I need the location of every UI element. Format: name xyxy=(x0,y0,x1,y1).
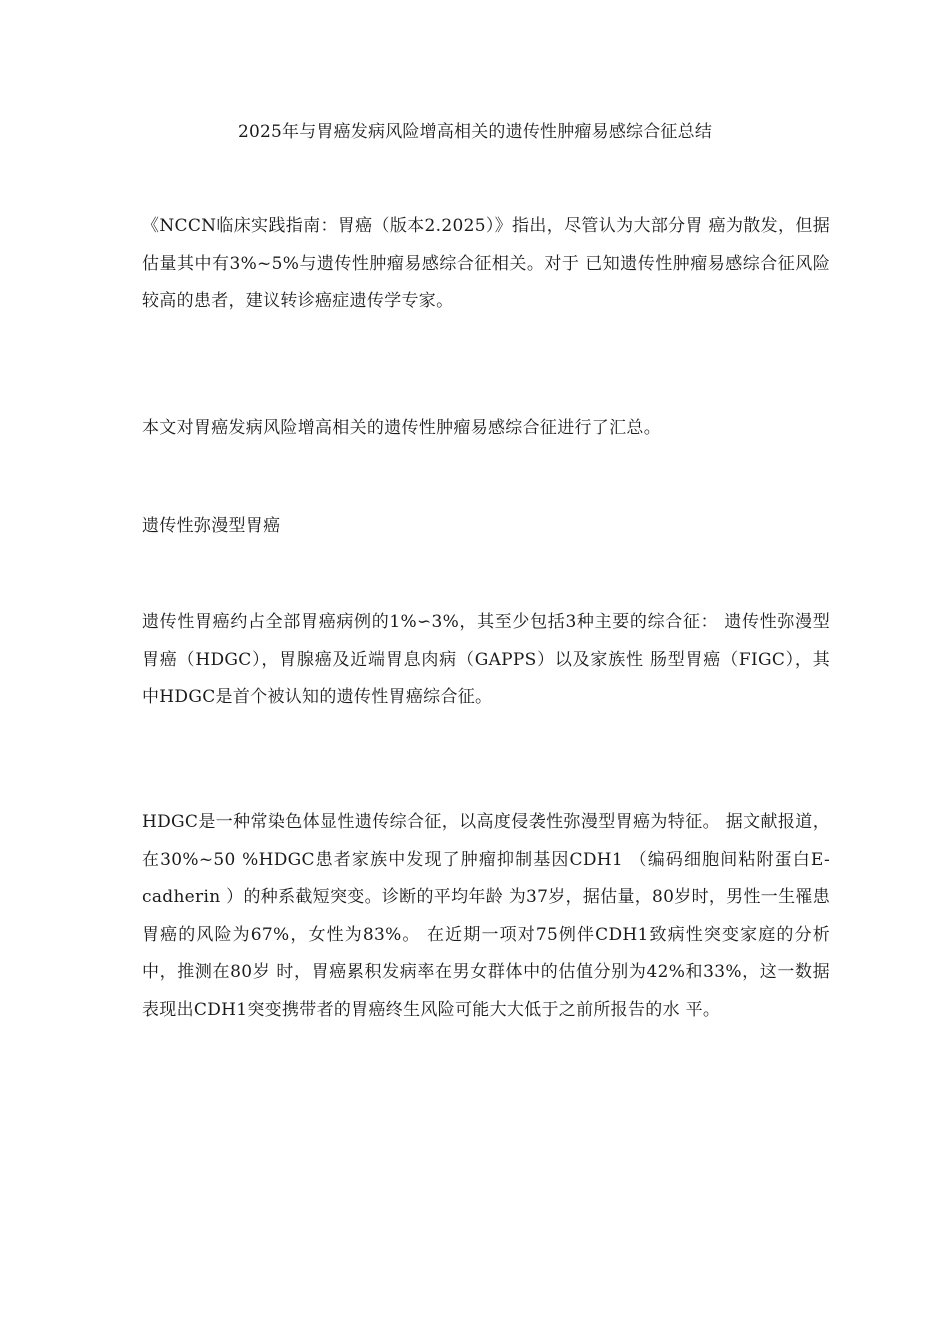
section-paragraph-hereditary-gastric-cancer: 遗传性胃癌约占全部胃癌病例的1%∽3%，其至少包括3种主要的综合征： 遗传性弥漫型胃癌（HDGC），胃腺癌及近端胃息肉病（GAPPS）以及家族性 肠型胃癌（FIGC），其中HDGC是首个被认知的遗传性胃癌综合征。 xyxy=(142,612,830,707)
document-title: 2025年与胃癌发病风险增高相关的遗传性肿瘤易感综合征总结 xyxy=(237,122,713,142)
section-paragraph-hdgc: HDGC是一种常染色体显性遗传综合征，以高度侵袭性弥漫型胃癌为特征。 据文献报道，在30%~50 %HDGC患者家族中发现了肿瘤抑制基因CDH1 （编码细胞间粘附蛋白E-cadherin ）的种系截短突变。诊断的平均年龄 为37岁，据估量，80岁时，男性一生罹患胃癌的风险为67%，女性为83%。 在近期一项对75例伴CDH1致病性突变家庭的分析中，推测在80岁 时，胃癌累积发病率在男女群体中的估值分别为42%和33%，这一数据 表现出CDH1突变携带者的胃癌终生风险可能大大低于之前所报告的水 平。 xyxy=(142,812,830,1020)
intro-paragraph: 《NCCN临床实践指南：胃癌（版本2.2025）》指出，尽管认为大部分胃 癌为散发，但据估量其中有3%~5%与遗传性肿瘤易感综合征相关。对于 已知遗传性肿瘤易感综合征风险较高的患者，建议转诊癌症遗传学专家。 xyxy=(142,216,830,311)
summary-paragraph: 本文对胃癌发病风险增高相关的遗传性肿瘤易感综合征进行了汇总。 xyxy=(142,418,661,438)
section-heading: 遗传性弥漫型胃癌 xyxy=(142,516,281,536)
